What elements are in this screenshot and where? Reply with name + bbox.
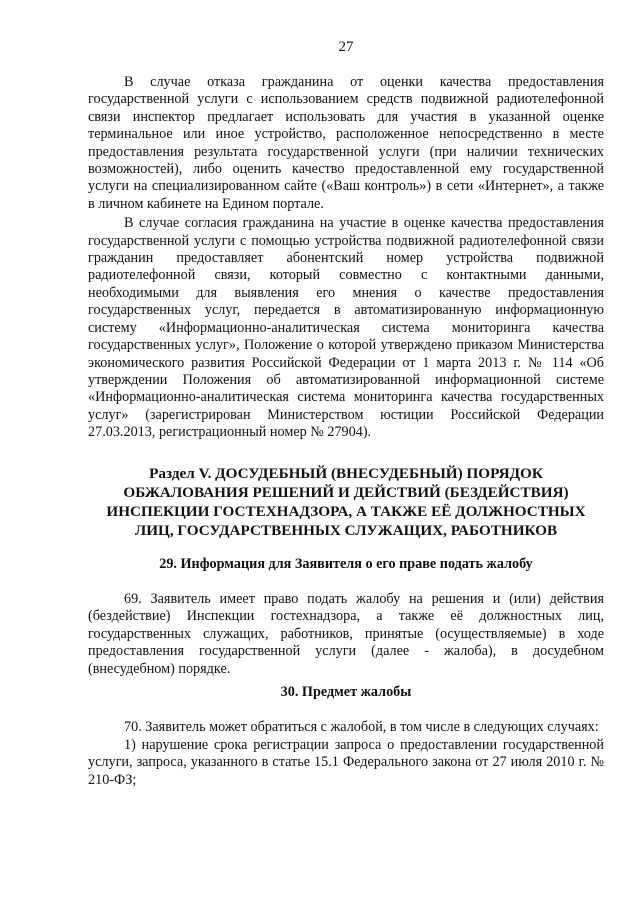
paragraph-rating-consent: В случае согласия гражданина на участие в оценке качества предоставления государственной услуги с помощью устройства подвижной радиотелефонной связи гражданин предоставляет абонентский номер устройства подвижной радиотелефонной связи, который совместно с контактными данными, необходимыми для выявления его мнения о качестве предоставления государственных услуг, передается в автоматизированную информационную систему «Информационно-аналитическая система мониторинга качества государственных услуг», Положение о которой утверждено приказом Министерства экономического развития Российской Федерации от 1 марта 2013 г. № 114 «Об утверждении Положения об автоматизированной информационной системе «Информационно-аналитическая система мониторинга качества государственных услуг» (зарегистрирован Министерством юстиции Российской Федерации 27.03.2013, регистрационный номер № 27904). xyxy=(88,215,604,441)
list-item-1: 1) нарушение срока регистрации запроса о предоставлении государственной услуги, запроса, указанного в статье 15.1 Федерального закона от 27 июля 2010 г. № 210-ФЗ; xyxy=(88,736,604,788)
section-heading: Раздел V. ДОСУДЕБНЫЙ (ВНЕСУДЕБНЫЙ) ПОРЯДОК ОБЖАЛОВАНИЯ РЕШЕНИЙ И ДЕЙСТВИЙ (БЕЗДЕЙСТВИЯ) ИНСПЕКЦИИ ГОСТЕХНАДЗОРА, А ТАКЖЕ ЕЁ ДОЛЖНОСТНЫХ ЛИЦ, ГОСУДАРСТВЕННЫХ СЛУЖАЩИХ, РАБОТНИКОВ xyxy=(106,464,586,539)
page-number: 27 xyxy=(338,39,354,55)
subheading-29: 29. Информация для Заявителя о его праве подать жалобу xyxy=(159,555,533,572)
paragraph-rating-refusal: В случае отказа гражданина от оценки качества предоставления государственной услуги с использованием средств подвижной радиотелефонной связи инспектор предлагает использовать для участия в указанной оценке терминальное или иное устройство, расположенное непосредственно в месте предоставления результата государственной услуги (при наличии технических возможностей), либо оценить качество предоставленной ему государственной услуги на специализированном сайте («Ваш контроль») в сети «Интернет», а также в личном кабинете на Едином портале. xyxy=(88,74,604,212)
page-content xyxy=(88,74,604,789)
paragraph-70: 70. Заявитель может обратиться с жалобой, в том числе в следующих случаях: xyxy=(124,719,599,736)
subheading-30: 30. Предмет жалобы xyxy=(280,683,412,700)
paragraph-69: 69. Заявитель имеет право подать жалобу на решения и (или) действия (бездействие) Инспекции гостехнадзора, а также её должностных лиц, государственных служащих, работников, принятые (осуществляемые) в ходе предоставления государственной услуги (далее - жалоба), в досудебном (внесудебном) порядке. xyxy=(88,590,604,677)
